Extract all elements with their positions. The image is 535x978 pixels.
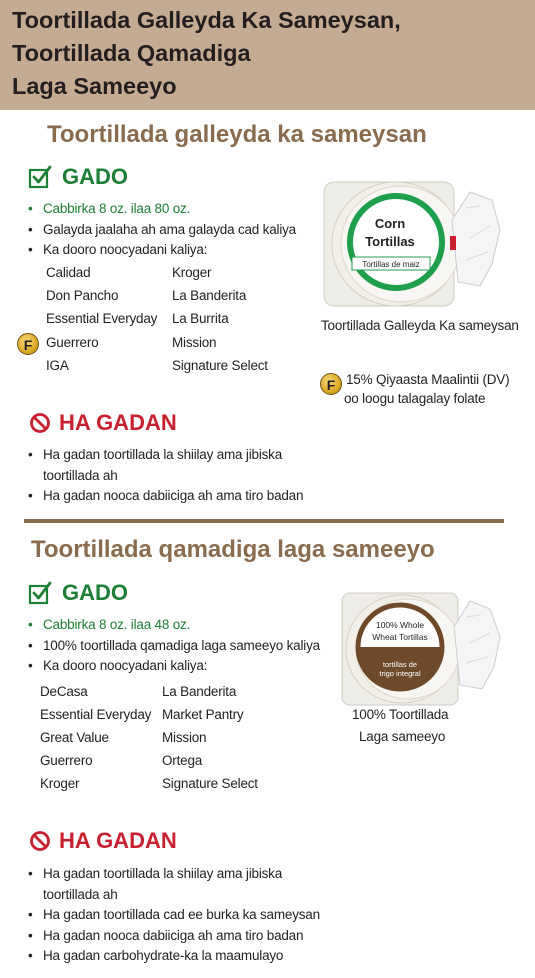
wheat-caption-line-1: 100% Toortillada [352, 707, 449, 722]
folate-note-line-2: oo loogu talagalay folate [344, 391, 486, 406]
brand-item: Ortega [162, 753, 203, 768]
list-item: • Ka dooro noocyadani kaliya: [26, 656, 320, 677]
brand-item: Essential Everyday [46, 311, 158, 326]
brand-item: DeCasa [40, 684, 88, 699]
folate-note-line-1: 15% Qiyaasta Maalintii (DV) [346, 372, 510, 387]
brand-item: IGA [46, 358, 69, 373]
checkbox-check-icon [28, 165, 52, 189]
brand-item: Mission [172, 335, 217, 350]
brand-item: Guerrero [46, 335, 99, 350]
wheat-gado-list [26, 615, 320, 677]
list-item: • Ha gadan toortillada cad ee burka ka sameysan [26, 905, 296, 926]
corn-gado-heading [28, 163, 128, 191]
package-label-sub-1: tortillas de [382, 660, 418, 669]
corn-hagadan-list [26, 444, 304, 507]
list-item: • Ha gadan carbohydrate-ka la maamulayo [26, 946, 296, 967]
list-item: • 100% toortillada qamadiga laga sameeyo kaliya [26, 636, 320, 657]
list-item: • Cabbirka 8 oz. ilaa 80 oz. [26, 199, 296, 220]
package-label-corn: Corn [374, 216, 406, 231]
list-item: • Ha gadan toortillada la shiilay ama jibiska toortillada ah [26, 863, 296, 905]
brand-item: Mission [162, 730, 207, 745]
brand-item: Guerrero [40, 753, 93, 768]
folate-badge-icon: F [17, 333, 39, 355]
list-item: • Ha gadan nooca dabiiciga ah ama tiro badan [26, 486, 296, 507]
folate-badge-icon: F [320, 373, 342, 395]
prohibited-icon [29, 412, 51, 434]
title-line-1: Toortillada Galleyda Ka Sameysan, [12, 7, 401, 33]
brand-item: Market Pantry [162, 707, 244, 722]
corn-gado-list [26, 199, 296, 261]
brand-item: Kroger [172, 265, 212, 280]
package-label-sub-2: trigo integral [379, 669, 421, 678]
brand-item: Great Value [40, 730, 109, 745]
page-header [0, 0, 535, 110]
list-item: • Cabbirka 8 oz. ilaa 48 oz. [26, 615, 320, 636]
brand-item: Essential Everyday [40, 707, 152, 722]
hagadan-label: HA GADAN [59, 828, 177, 853]
checkbox-check-icon [28, 581, 52, 605]
brand-item: La Banderita [172, 288, 247, 303]
section-corn-title: Toortillada galleyda ka sameysan [47, 121, 427, 148]
section-wheat-title: Toortillada qamadiga laga sameeyo [31, 536, 435, 563]
wheat-caption-line-2: Laga sameeyo [359, 729, 446, 744]
corn-tortilla-package-image [320, 178, 502, 310]
section-divider [24, 519, 504, 523]
wheat-tortilla-package-image [340, 591, 502, 709]
title-line-2: Toortillada Qamadiga [12, 40, 251, 66]
wheat-hagadan-heading [29, 827, 177, 855]
brand-item: La Burrita [172, 311, 229, 326]
package-label-whole: 100% Whole [375, 620, 425, 630]
list-item: • Ka dooro noocyadani kaliya: [26, 240, 296, 261]
wheat-hagadan-list [26, 863, 320, 967]
package-label-wheat: Wheat Tortillas [372, 632, 428, 642]
hagadan-label: HA GADAN [59, 410, 177, 435]
list-item: • Galayda jaalaha ah ama galayda cad kaliya [26, 220, 296, 241]
gado-label: GADO [62, 164, 128, 189]
gado-label: GADO [62, 580, 128, 605]
page-title [12, 4, 401, 103]
brand-item: Calidad [46, 265, 91, 280]
wheat-gado-heading [28, 579, 128, 607]
brand-item: La Banderita [162, 684, 237, 699]
title-line-3: Laga Sameeyo [12, 73, 177, 99]
brand-item: Kroger [40, 776, 80, 791]
package-label-tortillas: Tortillas [365, 234, 415, 249]
brand-item: Signature Select [172, 358, 268, 373]
brand-item: Don Pancho [46, 288, 119, 303]
list-item: • Ha gadan toortillada la shiilay ama jibiska toortillada ah [26, 444, 296, 486]
package-label-sub: Tortillas de maiz [362, 260, 420, 269]
corn-image-caption: Toortillada Galleyda Ka sameysan [321, 318, 519, 333]
prohibited-icon [29, 830, 51, 852]
list-item: • Ha gadan nooca dabiiciga ah ama tiro badan [26, 926, 296, 947]
corn-hagadan-heading [29, 409, 177, 437]
brand-item: Signature Select [162, 776, 258, 791]
